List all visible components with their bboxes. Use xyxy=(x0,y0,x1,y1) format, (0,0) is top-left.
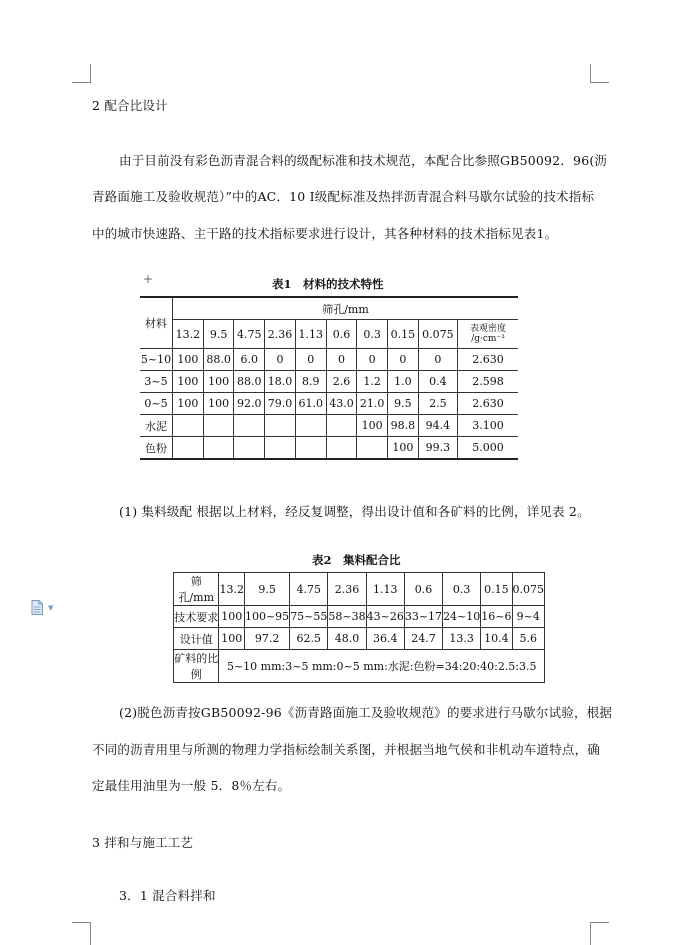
table-row-label: 筛孔/mm xyxy=(174,573,219,606)
table-cell: 2.598 xyxy=(458,371,519,393)
table-cell: 0.15 xyxy=(481,573,512,606)
crop-mark-bottom-left xyxy=(72,922,91,945)
table-cell: 61.0 xyxy=(295,393,326,415)
table-cell xyxy=(234,437,265,460)
table-cell: 13.3 xyxy=(443,628,481,650)
table-cell: 92.0 xyxy=(234,393,265,415)
table-cell: 5.000 xyxy=(458,437,519,460)
table-cell xyxy=(295,437,326,460)
table-cell: 8.9 xyxy=(295,371,326,393)
materials-table xyxy=(140,296,518,460)
crop-mark-top-right xyxy=(590,64,609,83)
table-cell: 79.0 xyxy=(265,393,296,415)
table-cell xyxy=(203,437,234,460)
table-cell: 色粉 xyxy=(140,437,173,460)
table-cell: 43.0 xyxy=(326,393,357,415)
table-cell: 0 xyxy=(357,349,388,371)
table-row xyxy=(174,606,545,628)
table-cell: 100 xyxy=(173,393,204,415)
table-cell: 13.2 xyxy=(219,573,245,606)
table-header: 1.13 xyxy=(295,320,326,349)
table-cell: 5~10 xyxy=(140,349,173,371)
table-row xyxy=(140,393,518,415)
table-header: 筛孔/mm xyxy=(173,297,519,320)
table-cell xyxy=(265,415,296,437)
table-cell: 75~55 xyxy=(290,606,328,628)
paragraph-line: 定最佳用油里为一般 5．8％左右。 xyxy=(92,778,291,793)
subsection-heading: 3．1 混合料拌和 xyxy=(119,888,216,903)
crop-mark-top-left xyxy=(72,64,91,83)
table-cell: 0.075 xyxy=(512,573,545,606)
table-cell: 24~10 xyxy=(443,606,481,628)
table-row xyxy=(174,650,545,683)
table-cell: 6.0 xyxy=(234,349,265,371)
table-row xyxy=(140,371,518,393)
table-cell: 4.75 xyxy=(290,573,328,606)
table-cell: 99.3 xyxy=(418,437,457,460)
table-cell: 0.3 xyxy=(443,573,481,606)
table-cell: 0~5 xyxy=(140,393,173,415)
table-cell: 100 xyxy=(173,349,204,371)
table-cell: 0 xyxy=(326,349,357,371)
table-cell xyxy=(234,415,265,437)
table-cell: 100 xyxy=(219,606,245,628)
density-unit: /g·cm⁻³ xyxy=(471,334,505,344)
table-cell: 9~4 xyxy=(512,606,545,628)
table-cell: 58~38 xyxy=(328,606,366,628)
table-cell: 98.8 xyxy=(388,415,419,437)
table-cell: 36.4 xyxy=(366,628,404,650)
table-cell xyxy=(173,437,204,460)
table-cell: 94.4 xyxy=(418,415,457,437)
table-cell: 0 xyxy=(418,349,457,371)
table-cell: 0.6 xyxy=(404,573,442,606)
table-cell: 100 xyxy=(173,371,204,393)
table-cell xyxy=(295,415,326,437)
table-cell: 100 xyxy=(388,437,419,460)
table-row xyxy=(140,437,518,460)
table-cell xyxy=(265,437,296,460)
table-cell: 2.5 xyxy=(418,393,457,415)
table-cell: 43~26 xyxy=(366,606,404,628)
table-header: 材料 xyxy=(140,297,173,349)
table-header: 0.6 xyxy=(326,320,357,349)
paragraph-line: 中的城市快速路、主干路的技术指标要求进行设计，其各种材料的技术指标见表1。 xyxy=(92,226,558,241)
table-cell: 3~5 xyxy=(140,371,173,393)
table-header: 4.75 xyxy=(234,320,265,349)
table-cell: 16~6 xyxy=(481,606,512,628)
table-cell: 24.7 xyxy=(404,628,442,650)
table-cell: 5.6 xyxy=(512,628,545,650)
table-cell: 1.0 xyxy=(388,371,419,393)
table-cell xyxy=(173,415,204,437)
table-cell: 48.0 xyxy=(328,628,366,650)
table-row xyxy=(174,628,545,650)
crosshair-cursor-icon: + xyxy=(143,272,154,286)
table-cell: 100 xyxy=(357,415,388,437)
table-caption: 表2 集料配合比 xyxy=(312,553,401,567)
table-cell: 3.100 xyxy=(458,415,519,437)
table-cell xyxy=(326,415,357,437)
table-cell xyxy=(203,415,234,437)
table-row-label: 设计值 xyxy=(174,628,219,650)
table-cell: 2.6 xyxy=(326,371,357,393)
paragraph-line: (1) 集料级配 根据以上材料，经反复调整，得出设计值和各矿料的比例，详见表 2。 xyxy=(119,504,590,519)
table-row xyxy=(140,349,518,371)
density-header: 表观密度 xyxy=(469,324,506,334)
dropdown-arrow-icon[interactable]: ▼ xyxy=(48,604,54,612)
table-header: 0.3 xyxy=(357,320,388,349)
aggregate-table xyxy=(173,572,545,683)
table-row-label: 矿料的比例 xyxy=(174,650,219,683)
table-cell: 0 xyxy=(295,349,326,371)
table-cell: 9.5 xyxy=(244,573,289,606)
table-header: 2.36 xyxy=(265,320,296,349)
section-heading: 2 配合比设计 xyxy=(92,98,168,113)
table-header: 13.2 xyxy=(173,320,204,349)
table-cell xyxy=(326,437,357,460)
crop-mark-bottom-right xyxy=(590,922,609,945)
table-cell: 2.630 xyxy=(458,349,519,371)
table-row-label: 技术要求 xyxy=(174,606,219,628)
table-cell: 5~10 mm:3~5 mm:0~5 mm:水泥:色粉=34:20:40:2.5:3.5 xyxy=(219,650,545,683)
table-cell: 62.5 xyxy=(290,628,328,650)
table-cell: 33~17 xyxy=(404,606,442,628)
paragraph-line: 不同的沥青用里与所测的物理力学指标绘制关系图，并根据当地气侯和非机动车道特点，确 xyxy=(92,742,601,757)
table-cell: 88.0 xyxy=(234,371,265,393)
table-cell: 0 xyxy=(388,349,419,371)
table-header: 0.15 xyxy=(388,320,419,349)
table-header: 0.075 xyxy=(418,320,457,349)
table-cell: 0.4 xyxy=(418,371,457,393)
table-row xyxy=(140,415,518,437)
table-header xyxy=(458,320,519,349)
paragraph-line: 由于目前没有彩色沥青混合料的级配标准和技术规范，本配合比参照GB50092．96(沥 xyxy=(119,153,608,168)
table-cell: 2.36 xyxy=(328,573,366,606)
table-cell: 9.5 xyxy=(388,393,419,415)
table-cell: 10.4 xyxy=(481,628,512,650)
section-heading: 3 拌和与施工工艺 xyxy=(92,835,194,850)
table-cell: 水泥 xyxy=(140,415,173,437)
table-cell xyxy=(357,437,388,460)
table-cell: 21.0 xyxy=(357,393,388,415)
paragraph-line: (2)脱色沥青按GB50092-96《沥青路面施工及验收规范》的要求进行马歇尔试验，根据 xyxy=(119,705,613,720)
table-cell: 2.630 xyxy=(458,393,519,415)
table-cell: 1.13 xyxy=(366,573,404,606)
table-cell: 88.0 xyxy=(203,349,234,371)
table-cell: 100 xyxy=(203,371,234,393)
table-cell: 97.2 xyxy=(244,628,289,650)
table-cell: 100~95 xyxy=(244,606,289,628)
table-cell: 0 xyxy=(265,349,296,371)
table-cell: 1.2 xyxy=(357,371,388,393)
table-cell: 100 xyxy=(203,393,234,415)
table-cell: 18.0 xyxy=(265,371,296,393)
table-caption: 表1 材料的技术特性 xyxy=(272,277,384,291)
table-cell: 100 xyxy=(219,628,245,650)
paragraph-line: 青路面施工及验收规范）”中的AC．10 I级配标准及热拌沥青混合料马歇尔试验的技术指标 xyxy=(92,189,595,204)
table-header: 9.5 xyxy=(203,320,234,349)
document-icon[interactable] xyxy=(31,600,43,615)
table-row xyxy=(174,573,545,606)
